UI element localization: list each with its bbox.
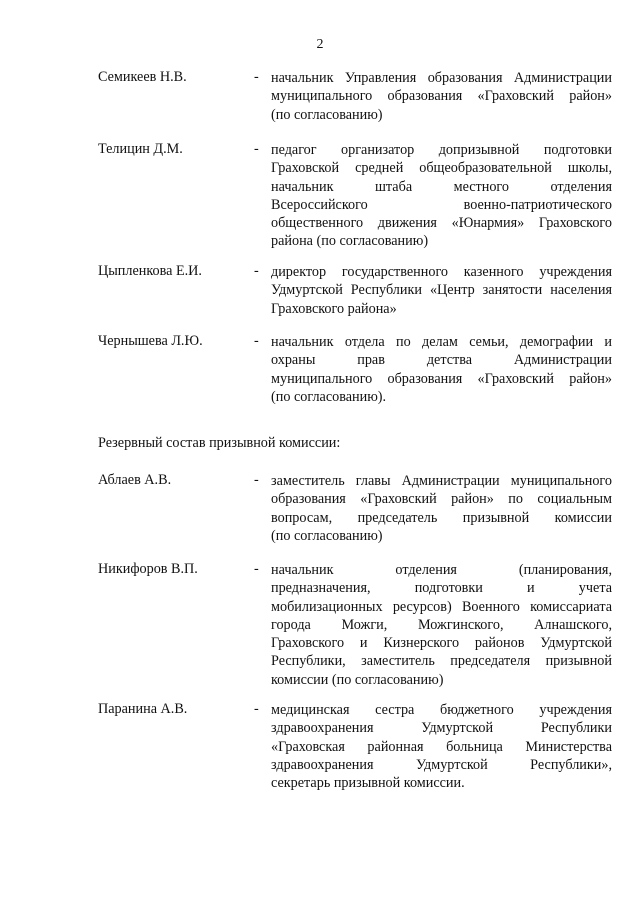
role-line: района (по согласованию) [271, 233, 429, 250]
role-line: муниципального образования «Граховский район» [271, 88, 612, 105]
member-name: Аблаев А.В. [98, 472, 172, 488]
role-line: (по согласованию) [271, 527, 383, 544]
member-role [271, 263, 612, 318]
role-line: Удмуртской Республики «Центр занятости населения [271, 282, 612, 299]
member-role [271, 472, 612, 545]
role-line: здравоохранения Удмуртской Республики [271, 720, 612, 737]
member-name: Чернышева Л.Ю. [98, 333, 203, 349]
role-line: Республики, заместитель председателя призывной [271, 653, 612, 670]
role-line: заместитель главы Администрации муниципального [271, 473, 612, 489]
member-name: Цыпленкова Е.И. [98, 263, 202, 279]
member-role [271, 701, 612, 792]
role-line: вопросам, председатель призывной комиссии [271, 509, 612, 526]
role-line: начальник отдела по делам семьи, демографии и [271, 334, 612, 350]
role-line: Граховской средней общеобразовательной школы, [271, 160, 612, 177]
role-line: образования «Граховский район» по социальным [271, 491, 612, 508]
dash: - [254, 263, 259, 279]
role-line: начальник штаба местного отделения [271, 178, 612, 195]
role-line: директор государственного казенного учреждения [271, 264, 612, 280]
dash: - [254, 141, 259, 157]
role-line: секретарь призывной комиссии. [271, 775, 465, 792]
role-line: «Граховская районная больница Министерства [271, 738, 612, 755]
role-line: здравоохранения Удмуртской Республики», [271, 756, 612, 773]
role-line: Всероссийского военно-патриотического [271, 196, 612, 213]
role-line: общественного движения «Юнармия» Граховского [271, 215, 612, 232]
role-line: муниципального образования «Граховский район» [271, 370, 612, 387]
dash: - [254, 701, 259, 717]
member-name: Семикеев Н.В. [98, 69, 187, 85]
role-line: медицинская сестра бюджетного учреждения [271, 702, 612, 718]
role-line: начальник отделения (планирования, [271, 562, 612, 578]
role-line: мобилизационных ресурсов) Военного комиссариата [271, 598, 612, 615]
dash: - [254, 69, 259, 85]
member-name: Никифоров В.П. [98, 561, 198, 577]
section-heading-reserve: Резервный состав призывной комиссии: [98, 435, 341, 451]
member-role [271, 69, 612, 124]
dash: - [254, 561, 259, 577]
role-line: (по согласованию) [271, 106, 383, 123]
page-number: 2 [316, 37, 324, 52]
role-line: начальник Управления образования Администрации [271, 70, 612, 86]
member-name: Паранина А.В. [98, 701, 188, 717]
role-line: Граховского и Кизнерского районов Удмуртской [271, 635, 612, 652]
member-role [271, 141, 612, 251]
role-line: педагог организатор допризывной подготовки [271, 142, 612, 158]
member-name: Телицин Д.М. [98, 141, 183, 157]
role-line: охраны прав детства Администрации [271, 352, 612, 369]
member-role [271, 333, 612, 406]
role-line: комиссии (по согласованию) [271, 671, 444, 688]
role-line: предназначения, подготовки и учета [271, 580, 612, 597]
member-role [271, 561, 612, 689]
dash: - [254, 333, 259, 349]
role-line: Граховского района» [271, 300, 397, 317]
role-line: (по согласованию). [271, 388, 387, 405]
role-line: города Можги, Можгинского, Алнашского, [271, 616, 612, 633]
dash: - [254, 472, 259, 488]
